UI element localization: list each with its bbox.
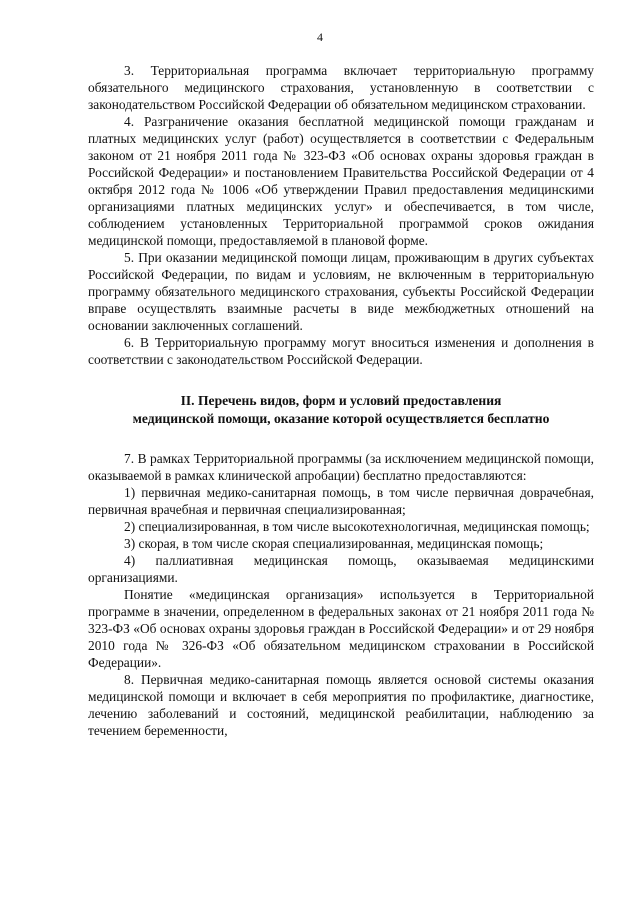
list-item-2: 2) специализированная, в том числе высокотехнологичная, медицинская помощь; — [124, 519, 590, 534]
list-item-4: 4) паллиативная медицинская помощь, оказываемая медицинскими организациями. — [88, 553, 594, 585]
paragraph-8: 8. Первичная медико-санитарная помощь является основой системы оказания медицинской помощи и включает в себя мероприятия по профилактике, диагностике, лечению заболеваний и состояний, медицинской реабилитации, наблюдению за течением беременности, — [88, 672, 594, 738]
definition-paragraph: Понятие «медицинская организация» используется в Территориальной программе в значении, определенном в федеральных законах от 21 ноября 2011 года № 323-ФЗ «Об основах охраны здоровья граждан в Российской Федерации» и от 29 ноября 2010 года № 326-ФЗ «Об обязательном медицинском страховании в Российской Федерации». — [88, 587, 594, 670]
paragraph-3: 3. Территориальная программа включает территориальную программу обязательного медицинского страхования, установленную в соответствии с законодательством Российской Федерации об обязательном медицинском страховании. — [88, 63, 594, 112]
paragraph-5: 5. При оказании медицинской помощи лицам, проживающим в других субъектах Российской Федерации, по видам и условиям, не включенным в территориальную программу обязательного медицинского страхования, субъекты Российской Федерации вправе осуществлять взаимные расчеты в виде межбюджетных отношений на основании заключенных соглашений. — [88, 250, 594, 333]
list-item-1: 1) первичная медико-санитарная помощь, в том числе первичная доврачебная, первичная врачебная и первичная специализированная; — [88, 485, 594, 517]
section-title — [88, 392, 594, 428]
page-number: 4 — [317, 30, 323, 44]
paragraph-7: 7. В рамках Территориальной программы (за исключением медицинской помощи, оказываемой в рамках клинической апробации) бесплатно предоставляются: — [88, 451, 594, 483]
section-title-line-1: II. Перечень видов, форм и условий предоставления — [180, 393, 502, 408]
paragraph-6: 6. В Территориальную программу могут вноситься изменения и дополнения в соответствии с законодательством Российской Федерации. — [88, 335, 594, 367]
section-title-line-2: медицинской помощи, оказание которой осуществляется бесплатно — [132, 411, 550, 426]
document-body — [88, 62, 594, 739]
paragraph-4: 4. Разграничение оказания бесплатной медицинской помощи гражданам и платных медицинских услуг (работ) осуществляется в соответствии с Федеральным законом от 21 ноября 2011 года № 323-ФЗ «Об основах охраны здоровья граждан в Российской Федерации» и постановлением Правительства Российской Федерации от 4 октября 2012 года № 1006 «Об утверждении Правил предоставления медицинскими организациями платных медицинских услуг» и обеспечивается, в том числе, соблюдением установленных Территориальной программой сроков ожидания медицинской помощи, предоставляемой в плановой форме. — [88, 114, 594, 248]
list-item-3: 3) скорая, в том числе скорая специализированная, медицинская помощь; — [124, 536, 544, 551]
